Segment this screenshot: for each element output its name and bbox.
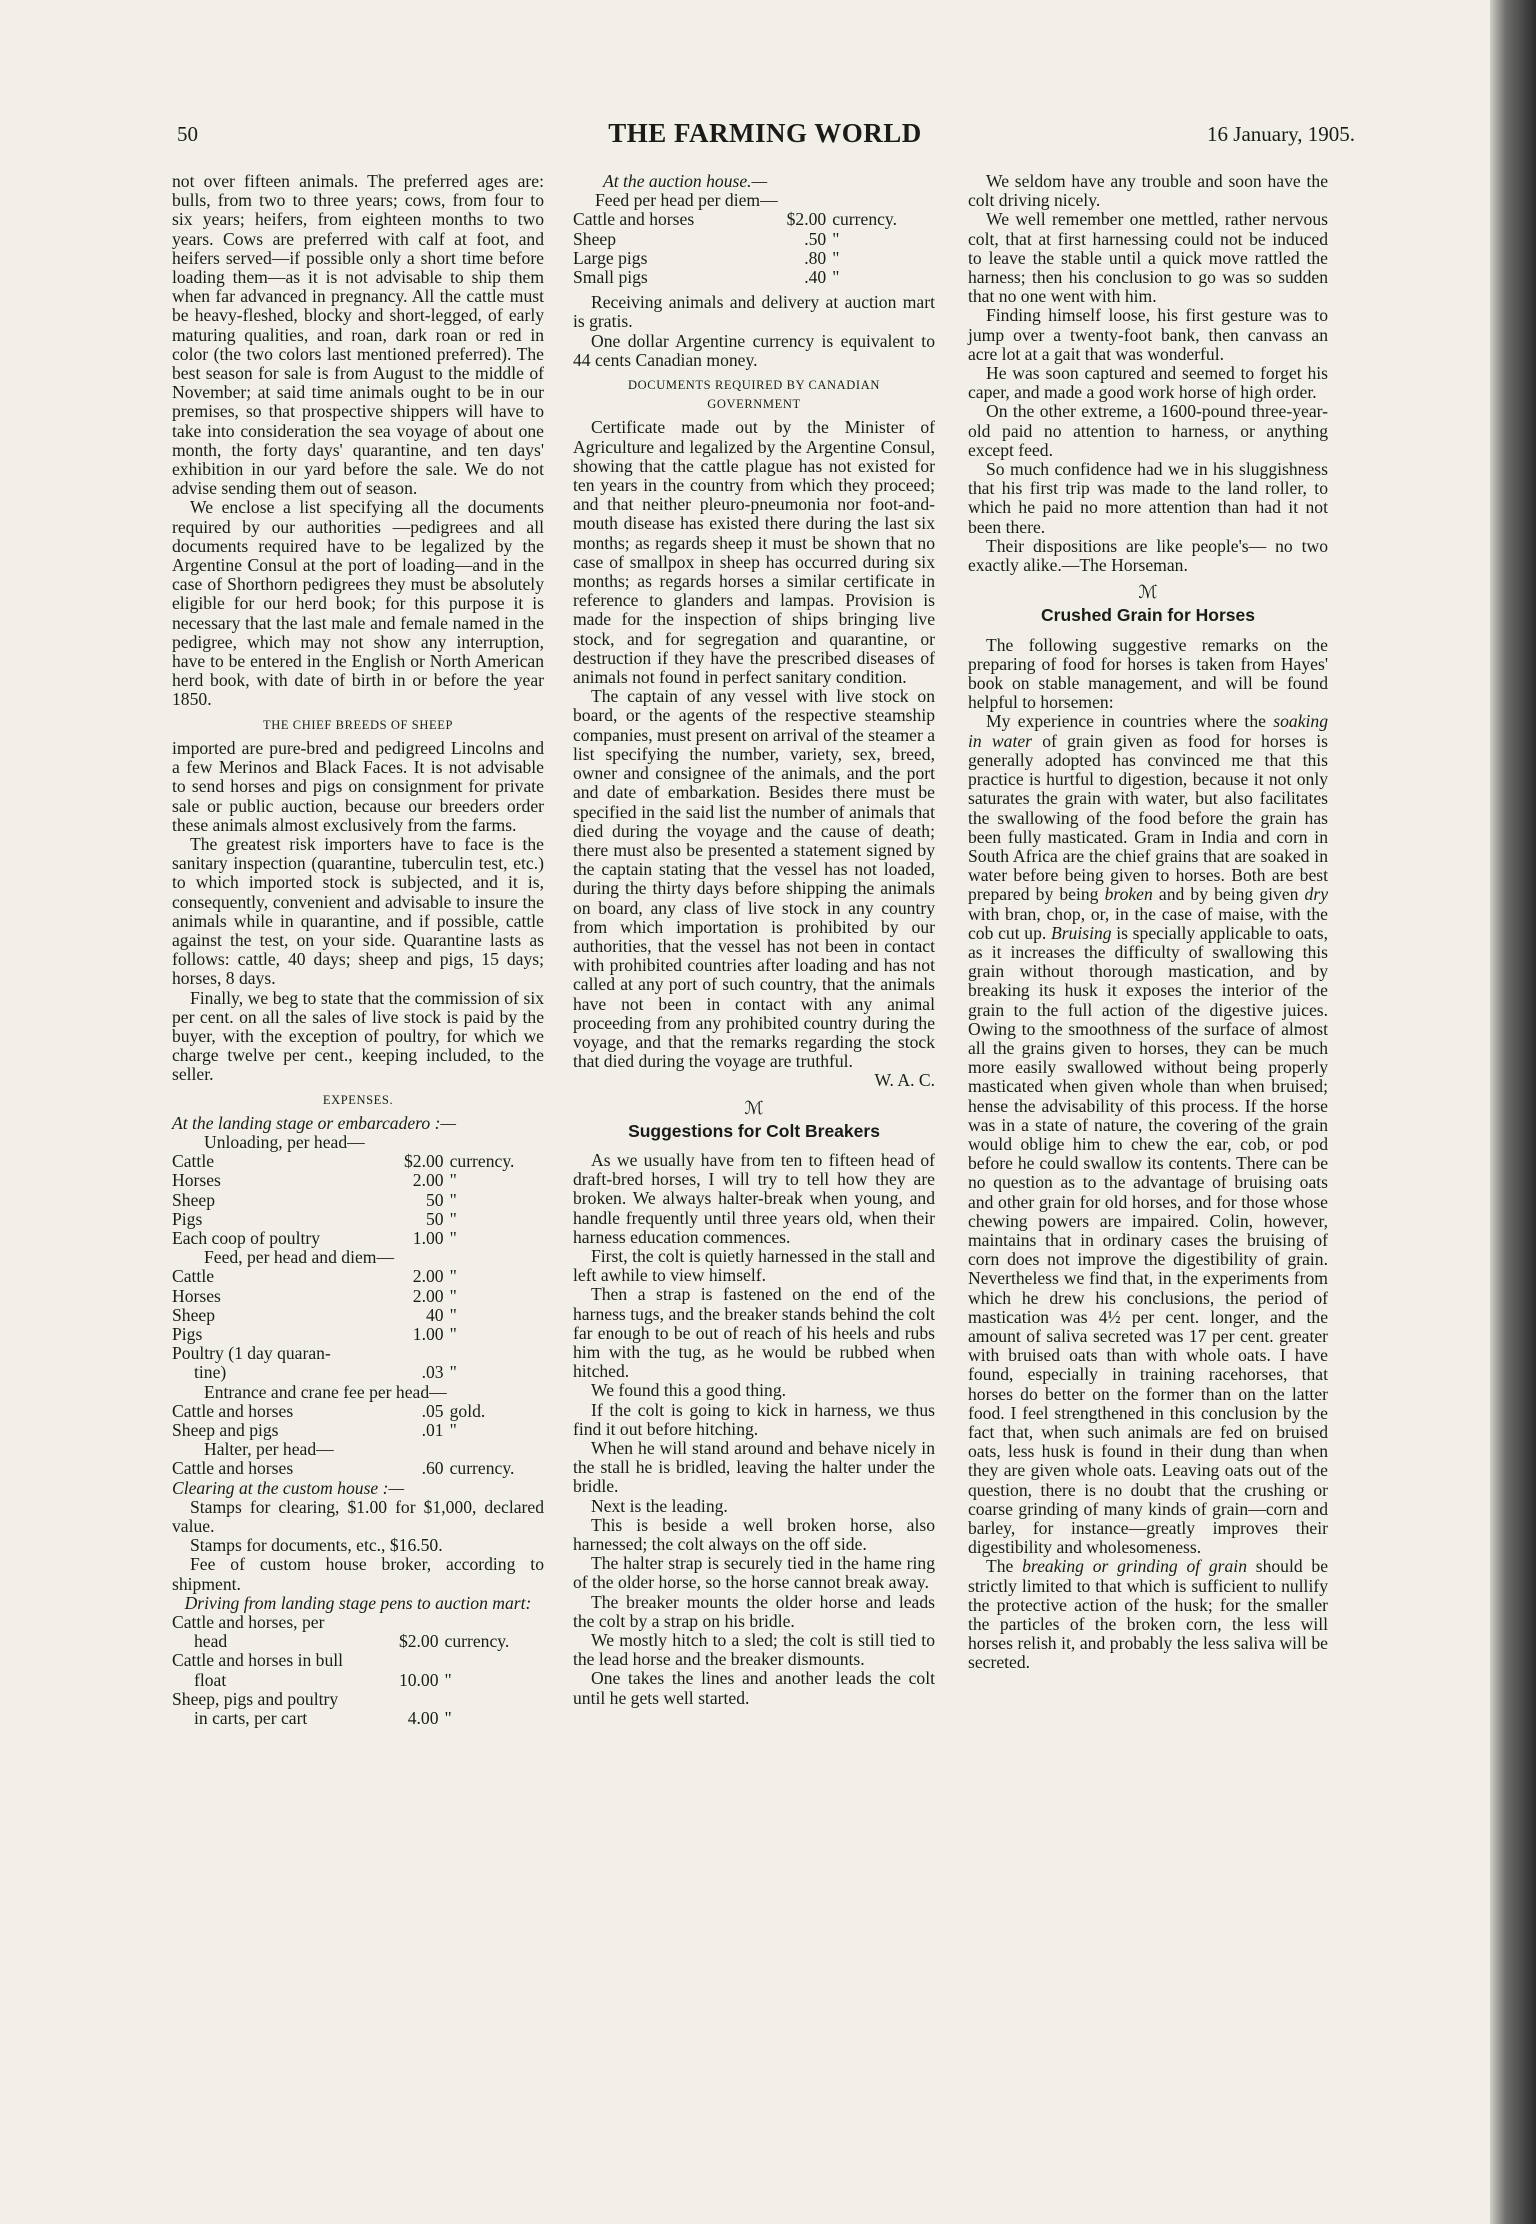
expense-table bbox=[573, 191, 935, 287]
subheading: At the landing stage or embarcadero :— bbox=[172, 1112, 457, 1133]
table-row: Cattle $2.00 currency. bbox=[172, 1151, 515, 1172]
paragraph: As we usually have from ten to fifteen head of draft-bred horses, I will try to tell how they are broken. We always halter-break when young, and handle frequently until three years old, when their harness education commences. bbox=[573, 1149, 935, 1247]
paragraph: This is beside a well broken horse, also harnessed; the colt always on the off side. bbox=[573, 1514, 935, 1555]
table-row: in carts, per cart 4.00 " bbox=[194, 1708, 452, 1729]
paragraph: If the colt is going to kick in harness, we thus find it out before hitching. bbox=[573, 1399, 935, 1439]
section-heading: GOVERNMENT bbox=[707, 397, 801, 412]
paragraph: So much confidence had we in his sluggishness that his first trip was made to the land roller, to which he paid no more attention than had it not been there. bbox=[968, 459, 1328, 537]
table-label: Unloading, per head— bbox=[204, 1131, 365, 1152]
column-1 bbox=[172, 172, 544, 1728]
paragraph: Certificate made out by the Minister of Agriculture and legalized by the Argentine Consul, showing that the cattle plague has not existed for ten years in the country from which they proceed; and that neither pleuro-pneumonia nor foot-and-mouth disease has existed there during the last six months; as regards sheep it must be shown that no case of smallpox in sheep has occurred during six months; as regards horses a similar certificate in reference to glanders and lampas. Provision is made for the inspection of ships bringing live stock, and for segregation and quarantine, or destruction if they have the prescribed diseases of animals not found in perfect sanitary condition. bbox=[573, 417, 935, 688]
table-row: Each coop of poultry 1.00 " bbox=[172, 1227, 457, 1248]
publication-title: THE FARMING WORLD bbox=[608, 118, 922, 148]
table-row: tine) .03 " bbox=[194, 1362, 457, 1383]
table-label: Feed, per head and diem— bbox=[204, 1247, 395, 1268]
table-row: Sheep 50 " bbox=[172, 1189, 457, 1210]
paragraph: The greatest risk importers have to face is the sanitary inspection (quarantine, tuberculin test, etc.) to which imported stock is subjected, and it is, consequently, convenient and advisable to insure the animals while in quarantine, and if possible, cattle against the test, on your side. Quarantine lasts as follows: cattle, 40 days; sheep and pigs, 15 days; horses, 8 days. bbox=[172, 833, 544, 989]
table-label: Halter, per head— bbox=[204, 1439, 334, 1460]
paragraph: We mostly hitch to a sled; the colt is still tied to the lead horse and the breaker dismounts. bbox=[573, 1630, 935, 1670]
paragraph: Their dispositions are like people's— no two exactly alike.—The Horseman. bbox=[968, 535, 1328, 576]
article-title: Crushed Grain for Horses bbox=[1041, 605, 1255, 626]
paragraph: The captain of any vessel with live stock on board, or the agents of the respective steamship companies, must present on arrival of the steamer a list specifying the number, variety, sex, breed, owner and consignee of the animals, and the port and date of embarkation. Besides there must be specified in the said list the number of animals that died during the voyage and the cause of death; there must also be presented a statement signed by the captain stating that the vessel has not loaded, during the thirty days before shipping the animals on board, any class of live stock in any country from which importation is prohibited by our authorities, that the vessel has not been in contact with prohibited countries after loading and has not called at any port of such country, that the animals have not been in contact with any animal proceeding from any prohibited country during the voyage, and that the remarks regarding the stock that died during the voyage are truthful. bbox=[573, 686, 936, 1072]
table-row: Cattle and horses .60 currency. bbox=[172, 1458, 515, 1479]
paragraph: We found this a good thing. bbox=[591, 1380, 787, 1401]
paragraph: The following suggestive remarks on the preparing of food for horses is taken from Hayes' book on stable management, and will be found helpful to horsemen: bbox=[968, 634, 1328, 713]
column-2 bbox=[573, 172, 935, 1708]
paragraph: Next is the leading. bbox=[591, 1495, 728, 1516]
paragraph: We enclose a list specifying all the documents required by our authorities —pedigrees and all documents required have to be legalized by the Argentine Consul at the port of loading—and in the case of Shorthorn pedigrees they must be absolutely eligible for our herd book; for this purpose it is necessary that the last male and female named in the pedigree, which may not show any interruption, have to be entered in the English or North American herd book, with date of birth in or before the year 1850. bbox=[172, 497, 544, 710]
issue-date: 16 January, 1905. bbox=[1207, 122, 1355, 146]
paragraph: First, the colt is quietly harnessed in the stall and left awhile to view himself. bbox=[573, 1245, 935, 1286]
paragraph: Finding himself loose, his first gesture was to jump over a twenty-foot bank, then canvass an acre lot at a gait that was wonderful. bbox=[968, 305, 1328, 364]
table-row: Cattle and horses $2.00 currency. bbox=[573, 209, 897, 230]
paragraph: Stamps for clearing, $1.00 for $1,000, declared value. bbox=[172, 1496, 544, 1537]
paragraph: Receiving animals and delivery at auction mart is gratis. bbox=[573, 292, 935, 332]
table-row: Horses 2.00 " bbox=[172, 1285, 457, 1306]
section-heading: DOCUMENTS REQUIRED BY CANADIAN bbox=[628, 378, 880, 393]
table-row: Horses 2.00 " bbox=[172, 1170, 457, 1191]
table-row: head $2.00 currency. bbox=[194, 1631, 510, 1652]
subheading: Clearing at the custom house :— bbox=[172, 1477, 405, 1498]
expense-table bbox=[172, 1133, 544, 1479]
paragraph: Finally, we beg to state that the commission of six per cent. on all the sales of live stock is paid by the buyer, with the exception of poultry, for which we charge twelve per cent., keeping included, to the seller. bbox=[172, 987, 544, 1085]
section-heading: EXPENSES. bbox=[322, 1092, 394, 1107]
paragraph: Then a strap is fastened on the end of the harness tugs, and the breaker stands behind the colt far enough to be out of reach of his heels and rubs him with the tug, as he would be rubbed when hitched. bbox=[573, 1284, 935, 1382]
subheading: Driving from landing stage pens to auction mart: bbox=[184, 1592, 532, 1613]
table-row: float 10.00 " bbox=[194, 1669, 452, 1690]
paragraph: imported are pure-bred and pedigreed Lincolns and a few Merinos and Black Faces. It is not advisable to send horses and pigs on consignment for private sale or public auction, because our breeders order these animals almost exclusively from the farms. bbox=[172, 737, 544, 835]
table-row: Small pigs .40 " bbox=[573, 267, 840, 288]
column-3 bbox=[968, 172, 1328, 1673]
paragraph: Fee of custom house broker, according to shipment. bbox=[172, 1554, 544, 1594]
expense-table: Cattle and horses, per head $2.00 currency. Cattle and horses in bull float 10.00 " Sheep, pigs and poultry in carts, per cart 4.00 " bbox=[172, 1613, 544, 1728]
page-number: 50 bbox=[177, 122, 198, 146]
table-label: Entrance and crane fee per head— bbox=[204, 1381, 447, 1402]
paragraph: My experience in countries where the soaking in water of grain given as food for horses is generally adopted has convinced me that this practice is hurtful to digestion, because it not only saturates the grain with water, but also facilitates the swallowing of the food before the grain has been fully masticated. Gram in India and corn in South Africa are the chief grains that are soaked in water before being given to horses. Both are best prepared by being broken and by being given dry with bran, chop, or, in the case of maise, with the cob cut up. Bruising is specially applicable to oats, as it increases the difficulty of swallowing this grain without thorough mastication, and by breaking its husk it exposes the interior of the grain to the full action of the digestive juices. Owing to the smoothness of the surface of almost all the grains given to horses, they can be much more easily swallowed without being properly masticated when given whole than when bruised; hense the advisability of this process. If the horse was in a state of nature, the covering of the grain would oblige him to chew the ear, cob, or pod before he could swallow its contents. There can be no question as to the advantage of bruising oats and other grain for old horses, and for those whose chewing powers are impaired. Colin, however, maintains that in ordinary cases the bruising of corn does not improve the digestibility of grain. Nevertheless we find that, in the experiments from which he drew his conclusions, the period of mastication was 4½ per cent. longer, and the amount of saliva secreted was 17 per cent. greater with bruised oats than with whole oats. I have found, especially in training racehorses, that horses do better on the former than on the latter food. I feel strengthened in this conclusion by the fact that, when such animals are fed on bruised oats, less husk is found in their dung than when they are given whole oats. Leaving oats out of the question, there is no doubt that the crushing or coarse grinding of many kinds of grain—corn and barley, for instance—greatly improves their digestibility and wholesomeness. bbox=[968, 711, 1328, 1558]
paragraph: We seldom have any trouble and soon have the colt driving nicely. bbox=[968, 171, 1328, 211]
article-title: Suggestions for Colt Breakers bbox=[628, 1120, 880, 1141]
paragraph: The halter strap is securely tied in the hame ring of the older horse, so the horse cannot break away. bbox=[573, 1553, 935, 1593]
table-row: Cattle 2.00 " bbox=[172, 1266, 457, 1287]
paragraph: Stamps for documents, etc., $16.50. bbox=[190, 1535, 443, 1556]
paragraph: On the other extreme, a 1600-pound three-year-old paid no attention to harness, or anything except feed. bbox=[968, 401, 1328, 460]
paragraph: One takes the lines and another leads the colt until he gets well started. bbox=[573, 1668, 935, 1708]
table-label: Poultry (1 day quaran- bbox=[172, 1343, 331, 1364]
ornament-icon: ℳ bbox=[744, 1097, 764, 1118]
paragraph: One dollar Argentine currency is equivalent to 44 cents Canadian money. bbox=[573, 330, 935, 370]
paragraph: not over fifteen animals. The preferred ages are: bulls, from two to three years; cows, from four to six years; heifers, from eighteen months to two years. Cows are preferred with calf at foot, and heifers served—if possible only a short time before loading them—as it is not advisable to ship them when far advanced in pregnancy. All the cattle must be heavy-fleshed, blocky and short-legged, of early maturing qualities, and roan, dark roan or red in color (the two colors last mentioned preferred). The best season for sale is from August to the middle of November; at said time animals ought to be in our premises, so that prospective shippers will have to take into consideration the sea voyage of about one month, the forty days' quarantine, and ten days' exhibition in our yard before the sale. We do not advise sending them out of season. bbox=[172, 171, 544, 499]
page-header bbox=[175, 118, 1355, 158]
table-row: Large pigs .80 " bbox=[573, 247, 840, 268]
table-row: Sheep and pigs .01 " bbox=[172, 1420, 457, 1440]
page-edge-shadow bbox=[1490, 0, 1536, 2224]
paragraph: We well remember one mettled, rather nervous colt, that at first harnessing could not be induced to leave the stable until a quick move rattled the harness; then his conclusion to go was so sudden that no one went with him. bbox=[968, 209, 1328, 307]
paragraph: He was soon captured and seemed to forget his caper, and made a good work horse of high order. bbox=[968, 363, 1328, 403]
table-row: Sheep .50 " bbox=[573, 228, 840, 249]
signature: W. A. C. bbox=[874, 1070, 935, 1091]
paragraph: The breaker mounts the older horse and leads the colt by a strap on his bridle. bbox=[573, 1591, 935, 1631]
table-row: Pigs 1.00 " bbox=[172, 1323, 457, 1344]
table-row: Pigs 50 " bbox=[172, 1208, 457, 1229]
paragraph: The breaking or grinding of grain should be strictly limited to that which is sufficient to nullify the protective action of the husk; for the smaller the particles of the broken corn, the less will horses relish it, and probably the less saliva will be secreted. bbox=[968, 1556, 1328, 1673]
table-row: Cattle and horses .05 gold. bbox=[172, 1400, 486, 1421]
table-label: Feed per head per diem— bbox=[595, 190, 778, 211]
section-heading: THE CHIEF BREEDS OF SHEEP bbox=[262, 717, 454, 732]
subheading: At the auction house.— bbox=[603, 171, 768, 191]
paragraph: When he will stand around and behave nicely in the stall he is bridled, leaving the halter under the bridle. bbox=[573, 1438, 935, 1497]
table-row: Sheep 40 " bbox=[172, 1304, 457, 1325]
ornament-icon: ℳ bbox=[1138, 582, 1158, 603]
